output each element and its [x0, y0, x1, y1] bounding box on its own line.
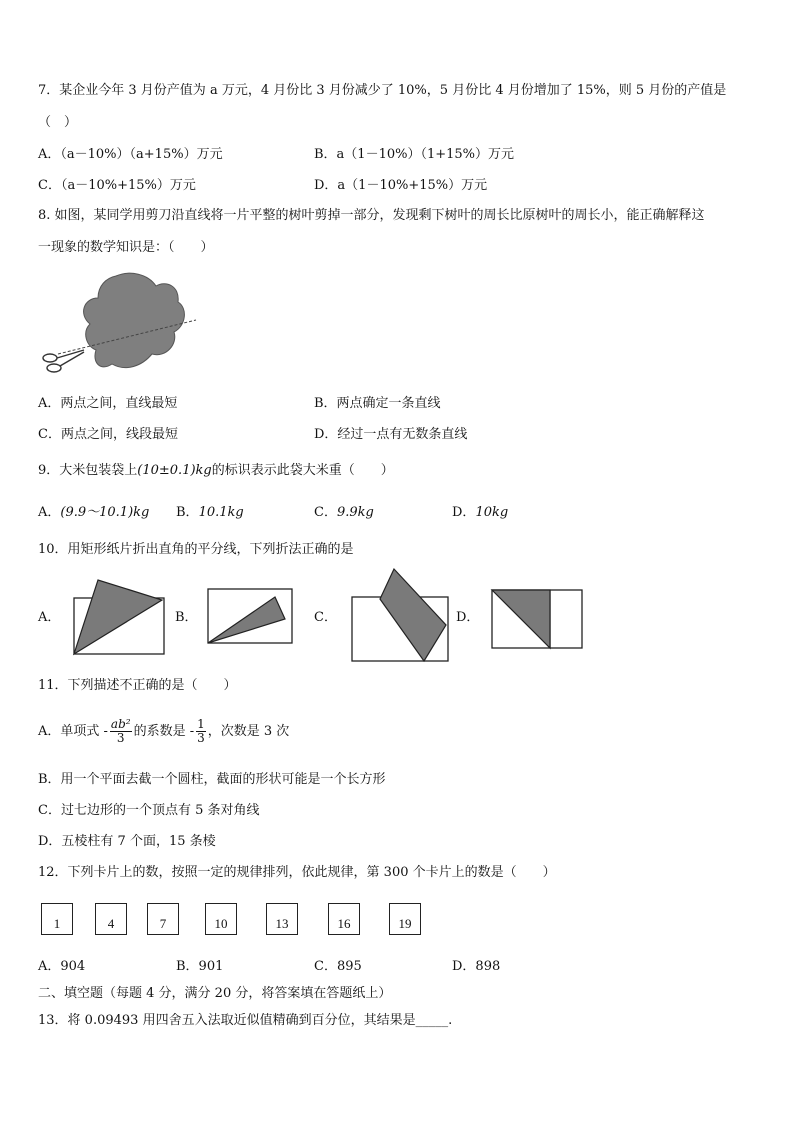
q7-option-a: A．（a－10%）（a+15%）万元 — [38, 147, 223, 162]
q9-option-d-value: 10kg — [475, 505, 509, 520]
q9-option-c-label: C． — [314, 505, 337, 520]
q10-figure-d — [488, 586, 588, 652]
q7-option-c: C．（a－10%+15%）万元 — [38, 178, 196, 193]
q7-stem-line1: 7．某企业今年 3 月份产值为 a 万元，4 月份比 3 月份减少了 10%，5 月份比 4 月份增加了 15%，则 5 月份的产值是 — [38, 83, 727, 98]
q7-option-b: B．a（1－10%）（1+15%）万元 — [314, 147, 515, 162]
q9-option-d-label: D． — [452, 505, 476, 520]
section-title: 二、填空题（每题 4 分，满分 20 分，将答案填在答题纸上） — [38, 986, 392, 1001]
q11-option-d: D．五棱柱有 7 个面，15 条棱 — [38, 834, 216, 849]
q7-stem-line2: （ ） — [38, 115, 78, 130]
q9-option-b — [176, 504, 244, 522]
q7-option-d: D．a（1－10%+15%）万元 — [314, 178, 488, 193]
number-card — [41, 903, 73, 935]
q9-stem-post: 的标识表示此袋大米重（ ） — [211, 463, 394, 478]
scissors-icon — [43, 350, 84, 372]
q12-option-b: B．901 — [176, 959, 224, 974]
q9-option-a-label: A． — [38, 505, 61, 520]
q10-label-a: A． — [38, 610, 61, 625]
q10-label-d: D． — [456, 610, 480, 625]
q11-option-a-post: ，次数是 3 次 — [207, 724, 290, 739]
q11-fraction-2-num: 1 — [197, 717, 205, 731]
q12-option-c: C．895 — [314, 959, 362, 974]
q9-option-a — [38, 504, 149, 522]
card-value: 19 — [398, 916, 412, 931]
q9-option-b-label: B． — [176, 505, 199, 520]
card-value: 13 — [275, 916, 289, 931]
q11-fraction-1-num: ab² — [110, 717, 131, 731]
q11-option-a-mid: 的系数是 - — [133, 724, 195, 739]
q11-option-b: B．用一个平面去截一个圆柱，截面的形状可能是一个长方形 — [38, 772, 386, 787]
q9-stem-math: (10±0.1)kg — [137, 463, 212, 478]
q11-stem: 11．下列描述不正确的是（ ） — [38, 678, 237, 693]
q11-option-a-pre: A．单项式 - — [38, 724, 108, 739]
number-card — [266, 903, 298, 935]
q8-option-c: C．两点之间，线段最短 — [38, 427, 178, 442]
card-value: 7 — [159, 916, 167, 931]
number-card — [389, 903, 421, 935]
number-card — [328, 903, 360, 935]
card-value: 1 — [53, 916, 61, 931]
q8-option-b: B．两点确定一条直线 — [314, 396, 441, 411]
q11-fraction-1-den: 3 — [116, 731, 125, 745]
q9-option-d — [452, 504, 508, 522]
q11-fraction-2 — [196, 718, 206, 745]
q8-option-a: A．两点之间，直线最短 — [38, 396, 178, 411]
card-value: 4 — [107, 916, 115, 931]
q12-stem: 12．下列卡片上的数，按照一定的规律排列，依此规律，第 300 个卡片上的数是（ ） — [38, 865, 556, 880]
q8-stem-line2: 一现象的数学知识是：（ ） — [38, 240, 214, 255]
q11-fraction-1 — [110, 718, 132, 745]
q9-stem-pre: 9．大米包装袋上 — [38, 463, 138, 478]
q10-figure-c — [348, 565, 452, 665]
q9-option-a-value: (9.9～10.1)kg — [60, 505, 150, 520]
q11-option-a — [38, 712, 289, 752]
q10-figure-a — [68, 576, 168, 660]
number-card — [95, 903, 127, 935]
q10-label-c: C． — [314, 610, 337, 625]
q12-option-a: A．904 — [38, 959, 86, 974]
card-value: 16 — [337, 916, 351, 931]
q13-stem: 13．将 0.09493 用四舍五入法取近似值精确到百分位，其结果是_____. — [38, 1013, 453, 1028]
number-card — [147, 903, 179, 935]
q9-option-c — [314, 504, 374, 522]
q9-option-b-value: 10.1kg — [198, 505, 244, 520]
q10-stem: 10．用矩形纸片折出直角的平分线，下列折法正确的是 — [38, 542, 354, 557]
leaf-shape — [84, 273, 185, 367]
card-value: 10 — [214, 916, 228, 931]
q8-option-d: D．经过一点有无数条直线 — [314, 427, 468, 442]
leaf-scissors-figure — [38, 268, 203, 386]
q12-option-d: D．898 — [452, 959, 501, 974]
q11-fraction-2-den: 3 — [197, 731, 205, 745]
q10-label-b: B． — [175, 610, 198, 625]
q11-option-c: C．过七边形的一个顶点有 5 条对角线 — [38, 803, 260, 818]
number-card — [205, 903, 237, 935]
q8-stem-line1: 8. 如图，某同学用剪刀沿直线将一片平整的树叶剪掉一部分，发现剩下树叶的周长比原树叶的周长小，能正确解释这 — [38, 208, 705, 223]
q9-option-c-value: 9.9kg — [336, 505, 374, 520]
q9-stem — [38, 462, 394, 480]
q10-figure-b — [203, 585, 297, 647]
